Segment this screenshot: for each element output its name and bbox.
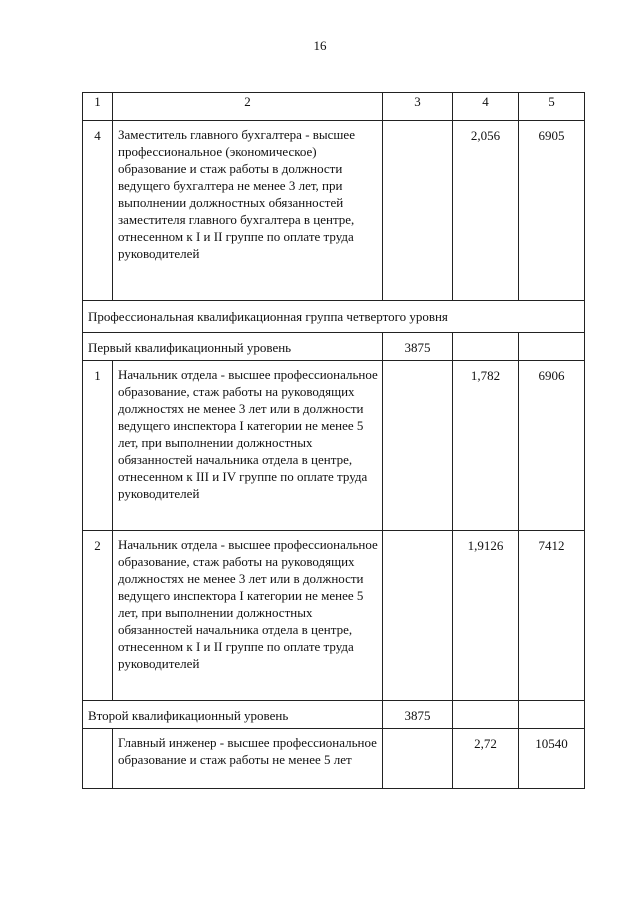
table-row bbox=[83, 121, 585, 301]
position-description: Начальник отдела - высшее профессиональное образование, стаж работы на руководящих должностях не менее 3 лет или в должности ведущего инспектора I категории не менее 5 лет, при выполнении должностных обязанностей начальника отдела в центре, отнесенном к III и IV группе по оплате труда руководителей bbox=[113, 361, 383, 531]
empty-cell bbox=[519, 333, 585, 361]
salary-cell: 6906 bbox=[519, 361, 585, 531]
salary-cell: 7412 bbox=[519, 531, 585, 701]
table-row bbox=[83, 729, 585, 789]
coefficient-cell: 1,9126 bbox=[453, 531, 519, 701]
level-row bbox=[83, 333, 585, 361]
salary-table bbox=[82, 92, 585, 789]
row-number: 2 bbox=[83, 531, 113, 701]
empty-cell bbox=[453, 701, 519, 729]
column-header: 2 bbox=[113, 93, 383, 121]
column-header: 1 bbox=[83, 93, 113, 121]
level-row bbox=[83, 701, 585, 729]
base-salary-cell bbox=[383, 531, 453, 701]
group-header-row bbox=[83, 301, 585, 333]
column-header: 3 bbox=[383, 93, 453, 121]
level-label: Первый квалификационный уровень bbox=[83, 333, 383, 361]
salary-cell: 6905 bbox=[519, 121, 585, 301]
empty-cell bbox=[519, 701, 585, 729]
base-salary-cell bbox=[383, 121, 453, 301]
level-base-salary: 3875 bbox=[383, 333, 453, 361]
coefficient-cell: 1,782 bbox=[453, 361, 519, 531]
position-description: Главный инженер - высшее профессиональное образование и стаж работы не менее 5 лет bbox=[113, 729, 383, 789]
table-row bbox=[83, 531, 585, 701]
table-header-row bbox=[83, 93, 585, 121]
column-header: 5 bbox=[519, 93, 585, 121]
column-header: 4 bbox=[453, 93, 519, 121]
page-number: 16 bbox=[313, 38, 327, 53]
table-row bbox=[83, 361, 585, 531]
base-salary-cell bbox=[383, 361, 453, 531]
level-base-salary: 3875 bbox=[383, 701, 453, 729]
position-description: Начальник отдела - высшее профессиональное образование, стаж работы на руководящих должностях не менее 3 лет или в должности ведущего инспектора I категории не менее 5 лет, при выполнении должностных обязанностей начальника отдела в центре, отнесенном к I и II группе по оплате труда руководителей bbox=[113, 531, 383, 701]
level-label: Второй квалификационный уровень bbox=[83, 701, 383, 729]
group-title: Профессиональная квалификационная группа четвертого уровня bbox=[83, 301, 585, 333]
coefficient-cell: 2,72 bbox=[453, 729, 519, 789]
salary-cell: 10540 bbox=[519, 729, 585, 789]
row-number: 4 bbox=[83, 121, 113, 301]
empty-cell bbox=[453, 333, 519, 361]
row-number bbox=[83, 729, 113, 789]
coefficient-cell: 2,056 bbox=[453, 121, 519, 301]
row-number: 1 bbox=[83, 361, 113, 531]
base-salary-cell bbox=[383, 729, 453, 789]
position-description: Заместитель главного бухгалтера - высшее профессиональное (экономическое) образование и стаж работы в должности ведущего бухгалтера не менее 3 лет, при выполнении должностных обязанностей заместителя главного бухгалтера в центре, отнесенном к I и II группе по оплате труда руководителей bbox=[113, 121, 383, 301]
